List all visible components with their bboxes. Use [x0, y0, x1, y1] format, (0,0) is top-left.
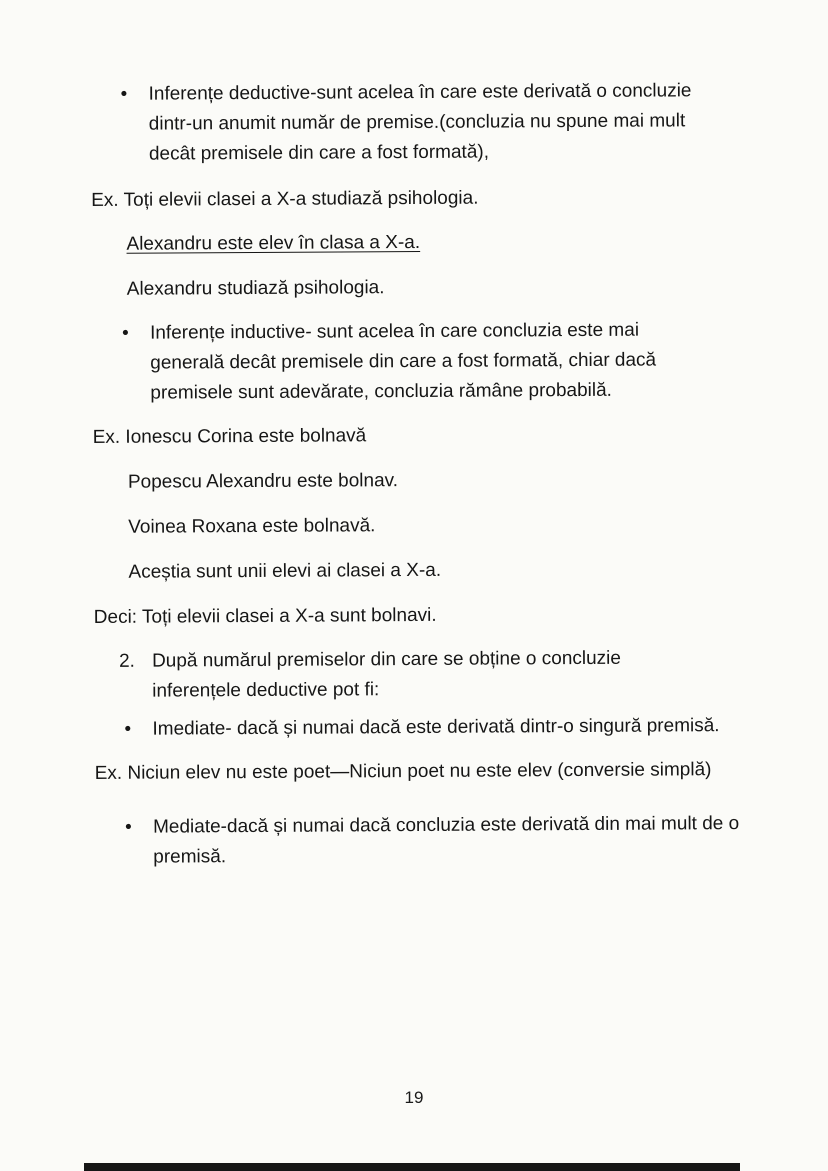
bullet-imediate-text: Imediate- dacă și numai dacă este derivată dintr-o singură premisă. — [152, 715, 720, 740]
example2-conclusion: Deci: Toți elevii clasei a X-a sunt bolnavi. — [93, 604, 437, 628]
numbered-item-2 — [119, 643, 772, 707]
bullet-icon: • — [124, 718, 132, 740]
example1-conclusion: Alexandru studiază psihologia. — [126, 277, 385, 300]
bullet-item-imediate — [124, 711, 772, 745]
bullet-icon: • — [121, 322, 129, 344]
scan-artifact-strip — [84, 1163, 740, 1171]
list-number: 2. — [118, 650, 135, 672]
numbered-item-2-text: După numărul premiselor din care se obține o concluzie inferențele deductive pot fi: — [151, 647, 622, 702]
bullet-deductive-text: Inferențe deductive-sunt acelea în care este derivată o concluzie dintr-un anumit număr de premise.(concluzia nu spune mai mult decât premisele din care a fost formată), — [148, 80, 692, 165]
example1-premise2-underlined: Alexandru este elev în clasa a X-a. — [126, 231, 421, 255]
example2-premise3: Voinea Roxana este bolnavă. — [128, 515, 376, 538]
bullet-icon: • — [120, 83, 128, 105]
page-number: 19 — [404, 1088, 424, 1107]
bullet-mediate-text: Mediate-dacă și numai dacă concluzia este derivată din mai mult de o premisă. — [152, 813, 740, 868]
bullet-item-inductive — [122, 315, 771, 409]
example2-premise4: Aceștia sunt unii elevi ai clasei a X-a. — [128, 559, 442, 583]
bullet-item-deductive — [120, 76, 769, 170]
bullet-icon: • — [124, 816, 132, 838]
bullet-inductive-text: Inferențe inductive- sunt acelea în care concluzia este mai generală decât premisele din care a fost formată, chiar dacă premisele sunt adevărate, concluzia rămâne probabilă. — [149, 319, 657, 404]
example3-text: Ex. Niciun elev nu este poet—Niciun poet nu este elev (conversie simplă) — [94, 759, 712, 784]
example2-premise1: Ex. Ionescu Corina este bolnavă — [92, 425, 367, 448]
example1-premise1: Ex. Toți elevii clasei a X-a studiază psihologia. — [91, 187, 479, 211]
bullet-item-mediate — [125, 809, 773, 873]
example2-premise2: Popescu Alexandru este bolnav. — [127, 470, 399, 493]
